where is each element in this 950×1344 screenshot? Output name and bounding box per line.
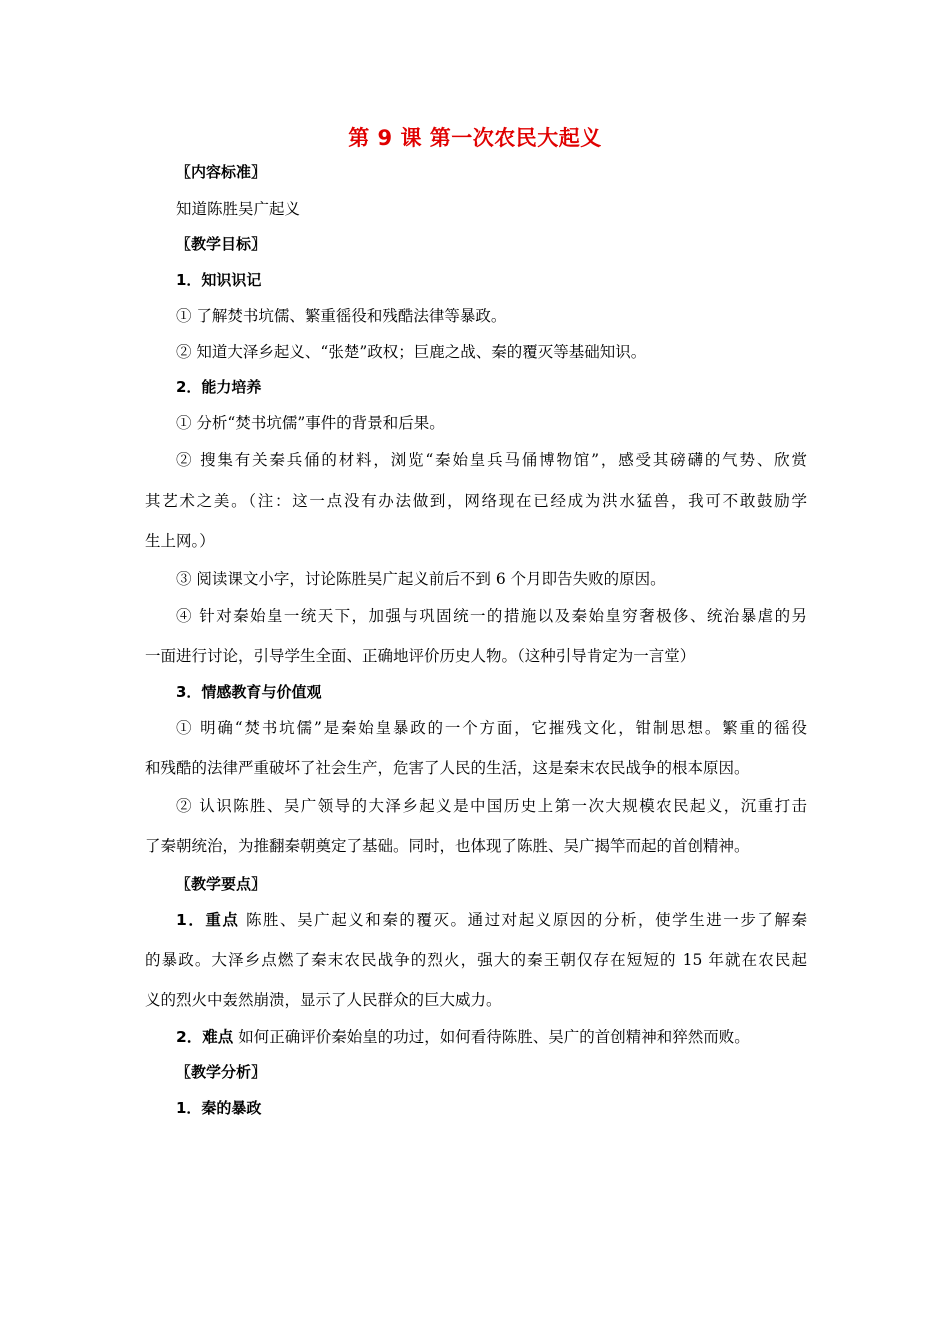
goal-3-item-2-line-2: 了秦朝统治，为推翻秦朝奠定了基础。同时，也体现了陈胜、吴广揭竿而起的首创精神。 [145, 837, 750, 855]
goal-1-item-1: ① 了解焚书坑儒、繁重徭役和残酷法律等暴政。 [176, 307, 507, 325]
goal-2-item-4-line-1: ④ 针对秦始皇一统天下，加强与巩固统一的措施以及秦始皇穷奢极侈、统治暴虐的另 [176, 607, 807, 625]
key-point-2-label: 2．难点 [176, 1028, 234, 1046]
goal-3-heading: 3．情感教育与价值观 [176, 683, 322, 701]
key-point-1-label: 1．重点 [176, 911, 240, 929]
heading-content-standard: 〖内容标准〗 [176, 163, 267, 181]
goal-2-item-2-line-3: 生上网。） [145, 532, 215, 550]
key-point-1-line-1 [176, 910, 807, 930]
goal-3-item-1-line-2: 和残酷的法律严重破坏了社会生产，危害了人民的生活，这是秦末农民战争的根本原因。 [145, 759, 750, 777]
goal-2-item-2-line-2: 其艺术之美。（注：这一点没有办法做到，网络现在已经成为洪水猛兽，我可不敢鼓励学 [145, 492, 807, 510]
goal-1-heading: 1．知识识记 [176, 271, 262, 289]
key-point-1-line-2: 的暴政。大泽乡点燃了秦末农民战争的烈火，强大的秦王朝仅存在短短的 15 年就在农民起 [145, 951, 807, 969]
heading-key-points: 〖教学要点〗 [176, 875, 267, 893]
key-point-1-text: 陈胜、吴广起义和秦的覆灭。通过对起义原因的分析，使学生进一步了解秦 [239, 911, 807, 929]
key-point-2-text: 如何正确评价秦始皇的功过，如何看待陈胜、吴广的首创精神和猝然而败。 [233, 1028, 750, 1046]
goal-2-item-2-line-1: ② 搜集有关秦兵俑的材料，浏览“秦始皇兵马俑博物馆”，感受其磅礴的气势、欣赏 [176, 451, 807, 469]
goal-2-item-4-line-2: 一面进行讨论，引导学生全面、正确地评价历史人物。（这种引导肯定为一言堂） [145, 647, 696, 665]
heading-teaching-goals: 〖教学目标〗 [176, 235, 267, 253]
goal-3-item-1-line-1: ① 明确“焚书坑儒”是秦始皇暴政的一个方面，它摧残文化，钳制思想。繁重的徭役 [176, 719, 807, 737]
goal-3-item-2-line-1: ② 认识陈胜、吴广领导的大泽乡起义是中国历史上第一次大规模农民起义，沉重打击 [176, 797, 807, 815]
goal-2-item-3: ③ 阅读课文小字，讨论陈胜吴广起义前后不到 6 个月即告失败的原因。 [176, 570, 666, 588]
analysis-1-heading: 1．秦的暴政 [176, 1099, 262, 1117]
heading-teaching-analysis: 〖教学分析〗 [176, 1063, 267, 1081]
content-standard-text: 知道陈胜吴广起义 [176, 200, 301, 218]
key-point-1-line-3: 义的烈火中轰然崩溃，显示了人民群众的巨大威力。 [145, 991, 502, 1009]
goal-1-item-2: ② 知道大泽乡起义、“张楚”政权；巨鹿之战、秦的覆灭等基础知识。 [176, 343, 647, 361]
key-point-2-line [176, 1027, 807, 1047]
goal-2-heading: 2．能力培养 [176, 378, 262, 396]
lesson-title: 第 9 课 第一次农民大起义 [348, 126, 602, 150]
goal-2-item-1: ① 分析“焚书坑儒”事件的背景和后果。 [176, 414, 445, 432]
